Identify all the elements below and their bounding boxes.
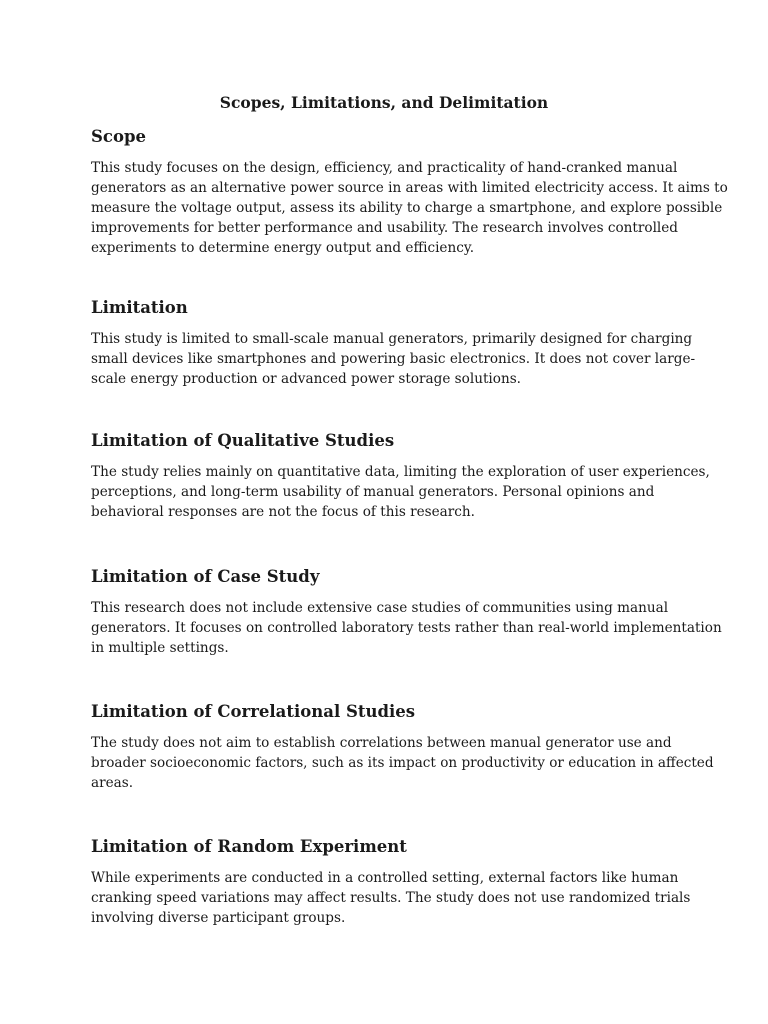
section-limitation-correlational xyxy=(91,701,714,793)
paragraph-line: measure the voltage output, assess its ability to charge a smartphone, and explore possible xyxy=(91,200,723,216)
paragraph-line: While experiments are conducted in a controlled setting, external factors like human xyxy=(91,870,679,886)
section-heading: Limitation xyxy=(91,298,188,317)
paragraph-line: broader socioeconomic factors, such as its impact on productivity or education in affected xyxy=(91,755,714,771)
paragraph-line: improvements for better performance and usability. The research involves controlled xyxy=(91,220,679,236)
paragraph-line: experiments to determine energy output and efficiency. xyxy=(91,240,475,256)
paragraph-line: This research does not include extensive case studies of communities using manual xyxy=(91,600,669,616)
paragraph-line: involving diverse participant groups. xyxy=(91,910,346,926)
paragraph-line: cranking speed variations may affect results. The study does not use randomized trials xyxy=(91,890,691,906)
paragraph-line: behavioral responses are not the focus of this research. xyxy=(91,504,475,520)
section-heading: Limitation of Random Experiment xyxy=(91,837,407,856)
section-scope xyxy=(91,126,728,258)
section-paragraph xyxy=(91,598,722,658)
section-paragraph xyxy=(91,158,728,258)
section-paragraph xyxy=(91,733,714,793)
section-heading: Limitation of Correlational Studies xyxy=(91,702,416,721)
section-limitation-qualitative xyxy=(91,430,710,522)
section-paragraph xyxy=(91,462,710,522)
section-heading: Scope xyxy=(91,127,147,146)
paragraph-line: scale energy production or advanced power storage solutions. xyxy=(91,371,521,387)
paragraph-line: This study is limited to small-scale manual generators, primarily designed for charging xyxy=(91,331,693,347)
section-paragraph xyxy=(91,868,691,928)
paragraph-line: The study does not aim to establish correlations between manual generator use and xyxy=(91,735,672,751)
section-limitation-random-experiment xyxy=(91,836,691,928)
paragraph-line: This study focuses on the design, efficiency, and practicality of hand-cranked manual xyxy=(91,160,678,176)
section-heading: Limitation of Case Study xyxy=(91,567,320,586)
paragraph-line: small devices like smartphones and powering basic electronics. It does not cover large- xyxy=(91,351,696,367)
paragraph-line: generators as an alternative power source in areas with limited electricity access. It aims to xyxy=(91,180,728,196)
section-limitation-case-study xyxy=(91,566,722,658)
section-heading: Limitation of Qualitative Studies xyxy=(91,431,395,450)
paragraph-line: areas. xyxy=(91,775,134,791)
paragraph-line: generators. It focuses on controlled laboratory tests rather than real-world implementation xyxy=(91,620,722,636)
document-title: Scopes, Limitations, and Delimitation xyxy=(219,93,549,112)
paragraph-line: in multiple settings. xyxy=(91,640,229,656)
paragraph-line: perceptions, and long-term usability of manual generators. Personal opinions and xyxy=(91,484,655,500)
section-limitation xyxy=(91,297,696,389)
section-paragraph xyxy=(91,329,696,389)
paragraph-line: The study relies mainly on quantitative data, limiting the exploration of user experiences, xyxy=(91,464,710,480)
